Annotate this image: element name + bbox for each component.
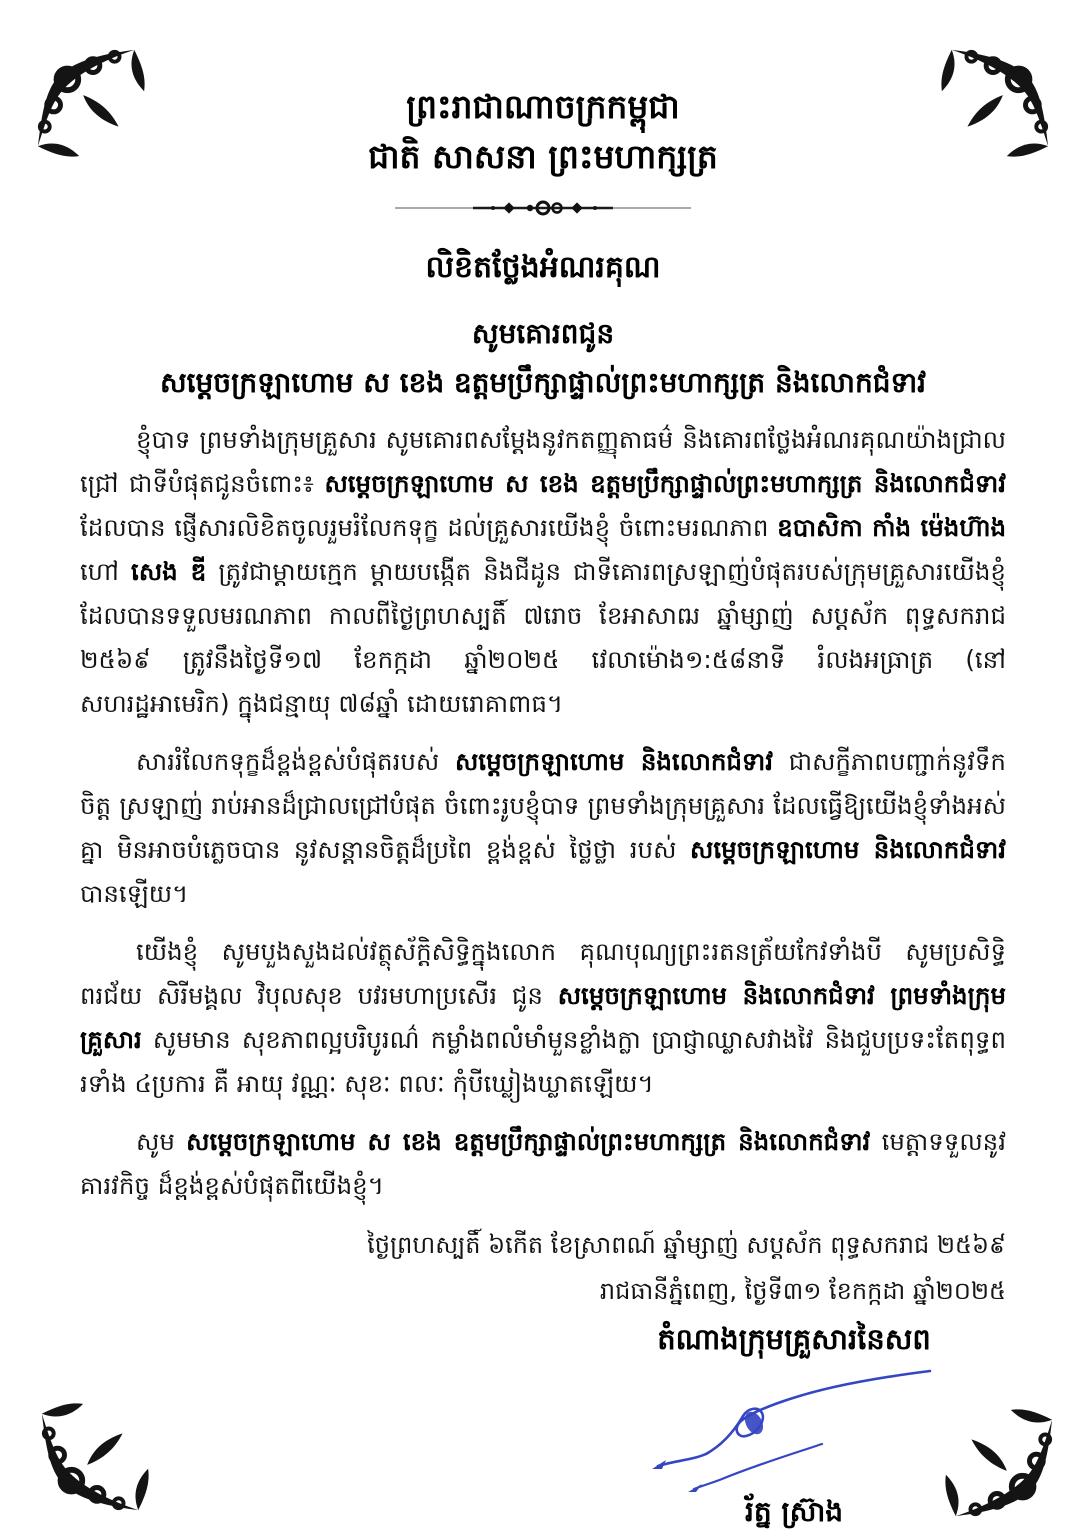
- salutation: សូមគោរពជូន: [471, 317, 615, 350]
- text-segment: សូម: [136, 1127, 187, 1156]
- kingdom-title: ព្រះរាជាណាចក្រកម្ពុជា: [406, 87, 680, 126]
- paragraph-3: [80, 930, 1006, 1106]
- paragraph-2: [80, 740, 1006, 916]
- national-motto: ជាតិ សាសនា ព្រះមហាក្សត្រ: [368, 137, 718, 176]
- text-segment: ហៅ: [80, 557, 132, 586]
- corner-flourish-top-left: [32, 42, 150, 164]
- dateline: [80, 1222, 1006, 1314]
- text-segment: ដែលបាន ផ្ញើសារលិខិតចូលរួមរំលែកទុក្ខ ដល់គ្រួសារយើងខ្ញុំ ចំពោះមរណភាព: [80, 513, 778, 542]
- text-segment: ខ្ញុំបាទ ព្រមទាំងក្រុមគ្រួសារ សូមគោរពសម្តែងនូវកតញ្ញុតាធម៌ និងគោរពថ្លែងអំណរគុណយ៉ាងជ្រាលជ្រៅ ជាទីបំផុតជូនចំពោះ៖: [80, 425, 1006, 498]
- text-segment: ជាសក្ខីភាពបញ្ជាក់នូវទឹកចិត្ត ស្រឡាញ់ រាប់អានដ៏ជ្រាលជ្រៅបំផុត ចំពោះរូបខ្ញុំបាទ ព្រមទាំងក្រុមគ្រួសារ ដែលធ្វើឱ្យយើងខ្ញុំទាំងអស់គ្នា មិនអាចបំភ្លេចបាន នូវសន្ដានចិត្តដ៏ប្រពៃ ខ្ពង់ខ្ពស់ ថ្លៃថ្លា របស់: [80, 747, 1006, 864]
- bold-name-segment: ឧបាសិកា កាំង ម៉េងហ៊ាង: [777, 513, 1007, 542]
- bold-name-segment: សម្តេចក្រឡាហោម និងលោកជំទាវ: [690, 835, 1006, 864]
- corner-flourish-bottom-left: [36, 1396, 154, 1518]
- letter-body: [80, 418, 1006, 1208]
- paragraph-1: [80, 418, 1006, 726]
- bold-name-segment: សេង ឌី: [131, 557, 207, 586]
- paragraph-4: [80, 1120, 1006, 1208]
- text-segment: បានឡើយ។: [80, 879, 189, 908]
- handwritten-signature: [644, 1366, 944, 1494]
- bold-name-segment: សម្តេចក្រឡាហោម ស ខេង ឧត្តមប្រឹក្សាផ្ទាល់ព្រះមហាក្សត្រ និងលោកជំទាវ: [186, 1127, 871, 1156]
- bold-name-segment: សម្តេចក្រឡាហោម និងលោកជំទាវ ព្រមទាំងក្រុមគ្រួសារ: [80, 981, 1007, 1054]
- text-segment: សូមមាន សុខភាពល្អបរិបូរណ៌ កម្លាំងពលំមាំមួនខ្លាំងក្លា ប្រាជ្ញាឈ្លាសវាងវៃ និងជួបប្រទះតែពុទ្ធពរទាំង ៤ប្រការ គឺ អាយុ វណ្ណៈ សុខៈ ពលៈ កុំបីឃ្លៀងឃ្លាតឡើយ។: [80, 1025, 1006, 1098]
- addressee-line: សម្តេចក្រឡាហោម ស ខេង ឧត្តមប្រឹក្សាផ្ទាល់ព្រះមហាក្សត្រ និងលោកជំទាវ: [159, 366, 927, 399]
- dateline-lunar: ថ្ងៃព្រហស្បតិ៍ ៦កើត ខែស្រាពណ៍ ឆ្នាំម្សាញ់ សប្តស័ក ពុទ្ធសករាជ ២៥៦៩: [367, 1231, 1006, 1259]
- dateline-gregorian: រាជធានីភ្នំពេញ, ថ្ងៃទី៣១ ខែកក្កដា ឆ្នាំ២០២៥: [599, 1277, 1006, 1305]
- text-segment: មេត្តាទទួលនូវគារវកិច្ច ដ៏ខ្ពង់ខ្ពស់បំផុតពីយើងខ្ញុំ។: [80, 1127, 1006, 1200]
- signature-capacity: តំណាងក្រុមគ្រួសារនៃសព: [657, 1322, 931, 1356]
- bold-name-segment: សម្តេចក្រឡាហោម និងលោកជំទាវ: [454, 747, 774, 776]
- corner-flourish-bottom-right: [940, 1402, 1058, 1524]
- letter-title: លិខិតថ្លែងអំណរគុណ: [425, 250, 661, 285]
- text-segment: ត្រូវជាម្តាយក្មេក ម្តាយបង្កើត និងជីដូន ជាទីគោរពស្រឡាញ់បំផុតរបស់ក្រុមគ្រួសារយើងខ្ញុំ ដែលបានទទួលមរណភាព កាលពីថ្ងៃព្រហស្បតិ៍ ៧រោច ខែអាសាឍ ឆ្នាំម្សាញ់ សប្តស័ក ពុទ្ធសករាជ ២៥៦៩ ត្រូវនឹងថ្ងៃទី១៧ ខែកក្កដា ឆ្នាំ២០២៥ វេលាម៉ោង១:៥៨នាទី រំលងអធ្រាត្រ (នៅសហរដ្ឋអាមេរិក) ក្នុងជន្មាយុ ៧៨ឆ្នាំ ដោយរោគាពាធ។: [80, 557, 1006, 718]
- national-header: [0, 0, 1086, 182]
- corner-flourish-top-right: [936, 42, 1054, 164]
- bold-name-segment: សម្តេចក្រឡាហោម ស ខេង ឧត្តមប្រឹក្សាផ្ទាល់ព្រះមហាក្សត្រ និងលោកជំទាវ: [324, 469, 1006, 498]
- text-segment: សាររំលែកទុក្ខដ៏ខ្ពង់ខ្ពស់បំផុតរបស់: [136, 747, 455, 776]
- text-segment: យើងខ្ញុំ សូមបួងសួងដល់វត្ថុស័ក្តិសិទ្ធិក្នុងលោក គុណបុណ្យព្រះរតនត្រ័យកែវទាំងបី សូមប្រសិទ្ធិពរជ័យ សិរីមង្គល វិបុលសុខ បវរមហាប្រសើរ ជូន: [80, 937, 1006, 1010]
- divider-ornament: [393, 196, 693, 220]
- signatory-name: រ័ត្ន ស្រ៊ាង: [744, 1495, 844, 1528]
